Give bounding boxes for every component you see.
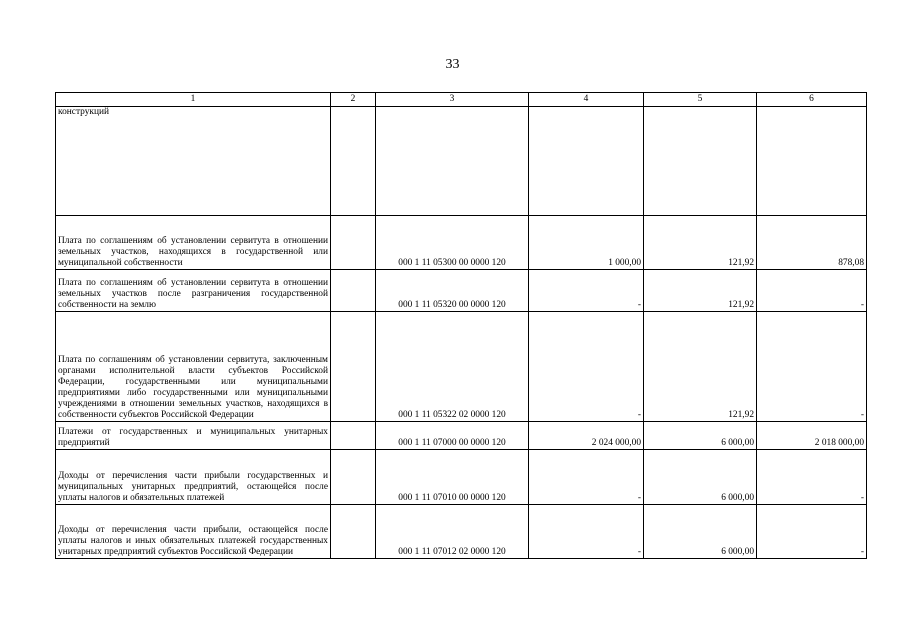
row-description: Доходы от перечисления части прибыли, остающейся после уплаты налогов и иных обязательных платежей государственных унитарных предприятий субъектов Российской Федерации bbox=[56, 505, 331, 559]
header-col-5: 5 bbox=[644, 93, 757, 107]
row-col-2 bbox=[331, 107, 376, 216]
header-col-6: 6 bbox=[757, 93, 867, 107]
table-header-row bbox=[56, 93, 867, 107]
row-description: Доходы от перечисления части прибыли государственных и муниципальных унитарных предприятий, остающейся после уплаты налогов и обязательных платежей bbox=[56, 450, 331, 505]
header-col-2: 2 bbox=[331, 93, 376, 107]
row-col-4: 1 000,00 bbox=[529, 216, 644, 270]
row-col-4: 2 024 000,00 bbox=[529, 422, 644, 450]
row-col-5: 121,92 bbox=[644, 312, 757, 422]
row-col-4: - bbox=[529, 270, 644, 312]
page-number: 33 bbox=[445, 57, 460, 72]
row-col-5: 121,92 bbox=[644, 270, 757, 312]
row-code: 000 1 11 07012 02 0000 120 bbox=[376, 505, 529, 559]
row-col-2 bbox=[331, 450, 376, 505]
header-col-1: 1 bbox=[56, 93, 331, 107]
row-code: 000 1 11 05322 02 0000 120 bbox=[376, 312, 529, 422]
row-col-4: - bbox=[529, 505, 644, 559]
table-row bbox=[56, 312, 867, 422]
row-col-4: - bbox=[529, 450, 644, 505]
row-col-5: 6 000,00 bbox=[644, 505, 757, 559]
header-col-3: 3 bbox=[376, 93, 529, 107]
row-col-6: - bbox=[757, 312, 867, 422]
row-col-4: - bbox=[529, 312, 644, 422]
row-description: Платежи от государственных и муниципальных унитарных предприятий bbox=[56, 422, 331, 450]
row-description: Плата по соглашениям об установлении сервитута в отношении земельных участков, находящихся в государственной или муниципальной собственности bbox=[56, 216, 331, 270]
row-col-6: - bbox=[757, 450, 867, 505]
row-col-6: - bbox=[757, 270, 867, 312]
table-row bbox=[56, 505, 867, 559]
row-description: конструкций bbox=[56, 107, 331, 216]
table-row bbox=[56, 450, 867, 505]
row-col-4 bbox=[529, 107, 644, 216]
header-col-4: 4 bbox=[529, 93, 644, 107]
table-row bbox=[56, 107, 867, 216]
row-col-2 bbox=[331, 216, 376, 270]
row-code bbox=[376, 107, 529, 216]
row-code: 000 1 11 05300 00 0000 120 bbox=[376, 216, 529, 270]
row-col-6: 878,08 bbox=[757, 216, 867, 270]
table-row bbox=[56, 216, 867, 270]
row-description: Плата по соглашениям об установлении сервитута, заключенным органами исполнительной власти субъектов Российской Федерации, государственными или муниципальными предприятиями либо государственными или муниципальными учреждениями в отношении земельных участков, находящихся в собственности субъектов Российской Федерации bbox=[56, 312, 331, 422]
row-col-2 bbox=[331, 422, 376, 450]
table-row bbox=[56, 422, 867, 450]
row-code: 000 1 11 05320 00 0000 120 bbox=[376, 270, 529, 312]
row-col-6 bbox=[757, 107, 867, 216]
row-col-5 bbox=[644, 107, 757, 216]
revenue-table bbox=[55, 92, 867, 559]
row-description: Плата по соглашениям об установлении сервитута в отношении земельных участков после разграничения государственной собственности на землю bbox=[56, 270, 331, 312]
row-col-2 bbox=[331, 270, 376, 312]
row-code: 000 1 11 07000 00 0000 120 bbox=[376, 422, 529, 450]
row-col-6: - bbox=[757, 505, 867, 559]
table-row bbox=[56, 270, 867, 312]
row-col-5: 6 000,00 bbox=[644, 450, 757, 505]
row-col-5: 121,92 bbox=[644, 216, 757, 270]
row-col-6: 2 018 000,00 bbox=[757, 422, 867, 450]
row-col-2 bbox=[331, 312, 376, 422]
row-col-2 bbox=[331, 505, 376, 559]
row-col-5: 6 000,00 bbox=[644, 422, 757, 450]
row-code: 000 1 11 07010 00 0000 120 bbox=[376, 450, 529, 505]
